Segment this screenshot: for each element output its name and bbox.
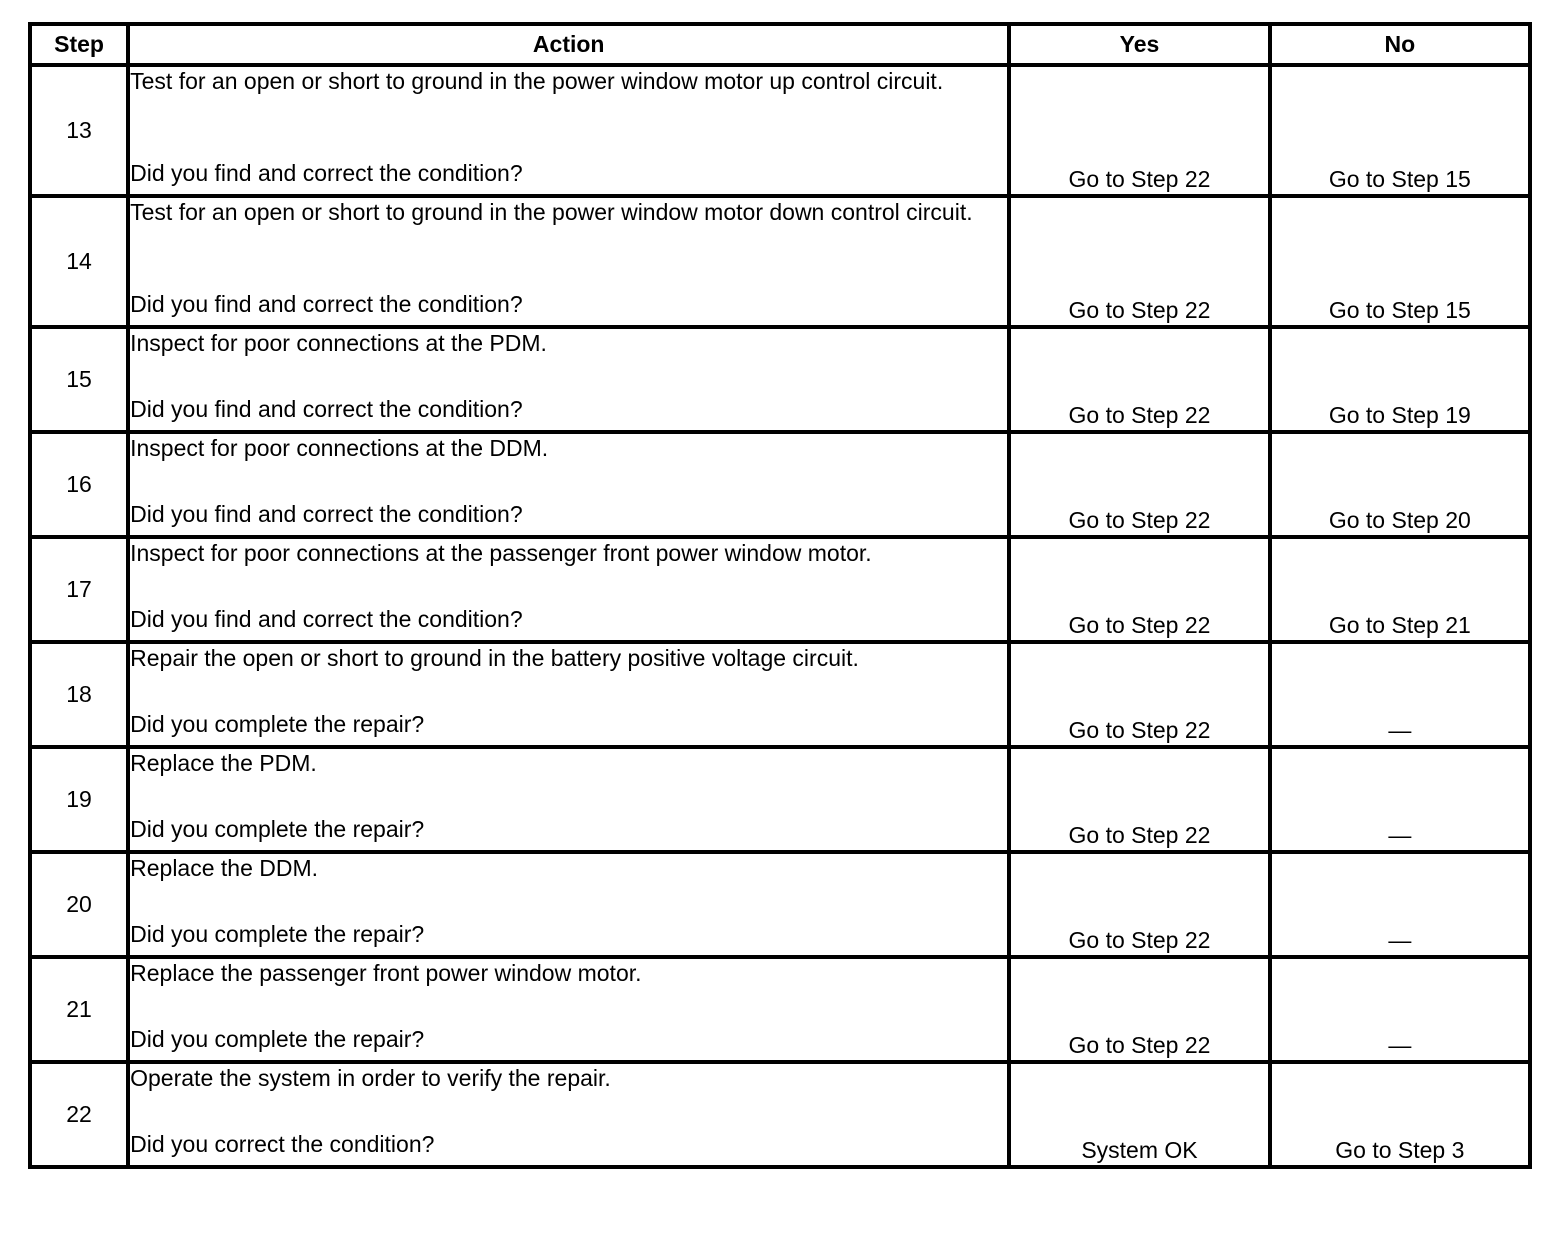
yes-result: Go to Step 22 [1009,432,1269,537]
action-cell [128,852,1009,957]
yes-result: Go to Step 22 [1009,537,1269,642]
action-cell [128,747,1009,852]
no-result: — [1270,747,1530,852]
action-text: Inspect for poor connections at the DDM. [130,435,549,461]
action-cell [128,327,1009,432]
header-action: Action [128,24,1009,65]
action-text: Inspect for poor connections at the passenger front power window motor. [130,540,872,566]
step-number: 19 [30,747,128,852]
table-row [30,432,1530,537]
table-row [30,852,1530,957]
table-row [30,65,1530,196]
action-text: Repair the open or short to ground in the battery positive voltage circuit. [130,645,859,671]
action-question: Did you find and correct the condition? [130,501,523,527]
yes-result: Go to Step 22 [1009,65,1269,196]
action-question: Did you find and correct the condition? [130,160,523,186]
table-row [30,1062,1530,1167]
table-row [30,642,1530,747]
step-number: 15 [30,327,128,432]
yes-result: Go to Step 22 [1009,747,1269,852]
action-text: Inspect for poor connections at the PDM. [130,330,547,356]
step-number: 22 [30,1062,128,1167]
diagnostic-steps-table [28,22,1532,1169]
yes-result: Go to Step 22 [1009,957,1269,1062]
action-question: Did you complete the repair? [130,711,425,737]
action-cell [128,957,1009,1062]
action-cell [128,1062,1009,1167]
action-text: Test for an open or short to ground in the power window motor down control circuit. [130,199,973,225]
step-number: 20 [30,852,128,957]
yes-result: Go to Step 22 [1009,642,1269,747]
no-result: Go to Step 3 [1270,1062,1530,1167]
step-number: 13 [30,65,128,196]
step-number: 21 [30,957,128,1062]
action-text: Replace the PDM. [130,750,317,776]
yes-result: System OK [1009,1062,1269,1167]
table-row [30,957,1530,1062]
yes-result: Go to Step 22 [1009,327,1269,432]
action-cell [128,642,1009,747]
no-result: Go to Step 15 [1270,196,1530,327]
action-cell [128,537,1009,642]
table-row [30,327,1530,432]
no-result: — [1270,852,1530,957]
action-cell [128,432,1009,537]
no-result: Go to Step 20 [1270,432,1530,537]
action-question: Did you find and correct the condition? [130,291,523,317]
action-cell [128,196,1009,327]
action-question: Did you complete the repair? [130,1026,425,1052]
table-row [30,196,1530,327]
no-result: — [1270,642,1530,747]
header-row [30,24,1530,65]
action-question: Did you find and correct the condition? [130,606,523,632]
no-result: — [1270,957,1530,1062]
step-number: 18 [30,642,128,747]
action-question: Did you find and correct the condition? [130,396,523,422]
action-text: Replace the passenger front power window motor. [130,960,642,986]
action-question: Did you complete the repair? [130,921,425,947]
yes-result: Go to Step 22 [1009,852,1269,957]
action-question: Did you correct the condition? [130,1131,435,1157]
action-text: Replace the DDM. [130,855,319,881]
step-number: 17 [30,537,128,642]
action-text: Operate the system in order to verify the repair. [130,1065,611,1091]
header-step: Step [30,24,128,65]
header-no: No [1270,24,1530,65]
action-question: Did you complete the repair? [130,816,425,842]
action-cell [128,65,1009,196]
action-text: Test for an open or short to ground in the power window motor up control circuit. [130,68,944,94]
table-row [30,747,1530,852]
header-yes: Yes [1009,24,1269,65]
step-number: 16 [30,432,128,537]
step-number: 14 [30,196,128,327]
table-row [30,537,1530,642]
no-result: Go to Step 21 [1270,537,1530,642]
no-result: Go to Step 15 [1270,65,1530,196]
yes-result: Go to Step 22 [1009,196,1269,327]
no-result: Go to Step 19 [1270,327,1530,432]
